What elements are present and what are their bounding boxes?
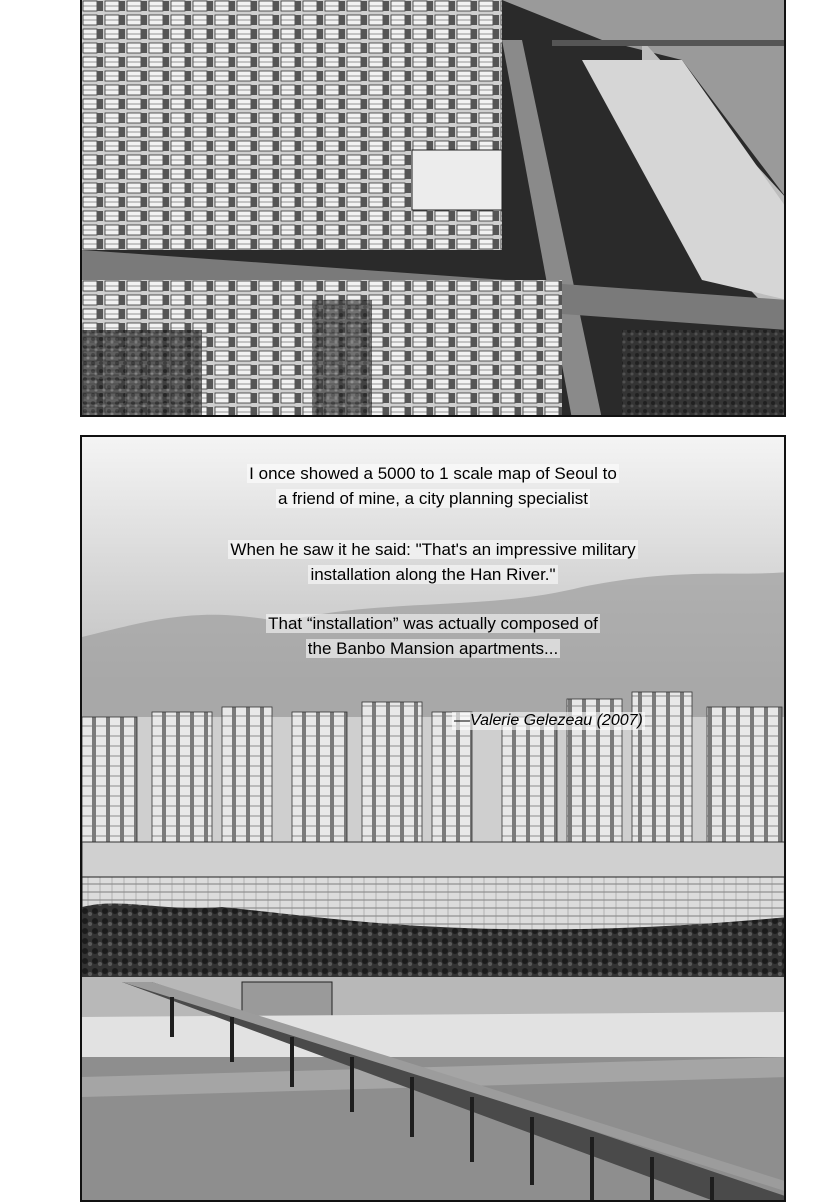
quote-line-3: When he saw it he said: "That's an impressive military xyxy=(230,540,636,559)
quote-line-6: the Banbo Mansion apartments... xyxy=(307,639,559,658)
bottom-manga-panel xyxy=(80,435,786,1202)
quote-line-2: a friend of mine, a city planning specialist xyxy=(278,489,588,508)
quote-block-2 xyxy=(82,537,784,587)
quote-line-5: That “installation” was actually composed of xyxy=(268,614,598,633)
top-manga-panel xyxy=(80,0,786,417)
aerial-city-illustration xyxy=(82,0,786,417)
quote-line-4: installation along the Han River." xyxy=(310,565,556,584)
quote-block-1 xyxy=(82,461,784,511)
quote-line-1: I once showed a 5000 to 1 scale map of Seoul to xyxy=(249,464,617,483)
quote-attribution: —Valerie Gelezeau (2007) xyxy=(454,712,643,729)
quote-block-3 xyxy=(82,611,784,661)
